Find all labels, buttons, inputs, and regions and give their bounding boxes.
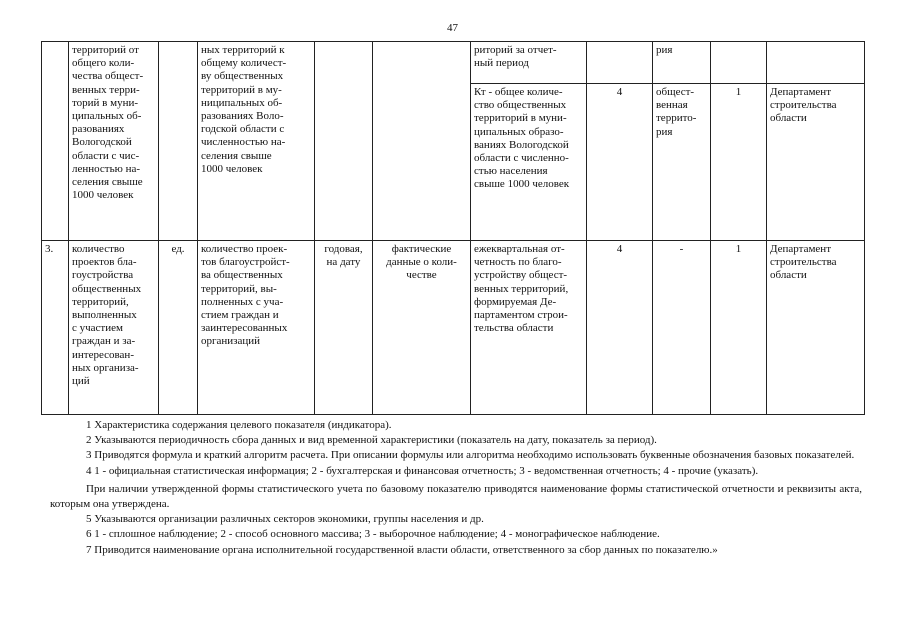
footnote-3: 3 Приводятся формула и краткий алгоритм расчета. При описании формулы или алгоритма необходимо использовать буквенные обозначения базовых показателей. (86, 449, 855, 462)
page-number: 47 (447, 22, 458, 34)
table-cell-observation-type (711, 42, 767, 84)
table-cell-number (42, 42, 69, 241)
table-cell-formula: фактические данные о коли- честве (373, 241, 471, 415)
table-cell-observation-type: 1 (711, 84, 767, 241)
table-cell-responsible: Департамент строительства области (767, 241, 865, 415)
table-cell-base-indicator: ежеквартальная от- четность по благо- устройству общест- венных территорий, формируемая Де- партаментом строи- тельства области (471, 241, 587, 415)
table-cell-responsible: Департамент строительства области (767, 84, 865, 241)
table-cell-number: 3. (42, 241, 69, 415)
table-cell-base-indicator: Кт - общее количе- ство общественных территорий в муни- ципальных образо- ваниях Вологодской области с численно- стью населения свыше 1000 человек (471, 84, 587, 241)
table-cell-indicator-name: количество проектов бла- гоустройства общественных территорий, выполненных с участием граждан и за- интересован- ных организа- ций (69, 241, 159, 415)
footnote-6: 6 1 - сплошное наблюдение; 2 - способ основного массива; 3 - выборочное наблюдение; 4 - монографическое наблюдение. (86, 528, 660, 541)
table-cell-unit (159, 42, 198, 241)
table-cell-definition: ных территорий к общему количест- ву общественных территорий в му- ниципальных об- разованиях Воло- годской области с численностью на- селения свыше 1000 человек (198, 42, 315, 241)
table-cell-formula (373, 42, 471, 241)
footnote-5: 5 Указываются организации различных секторов экономики, группы населения и др. (86, 513, 484, 526)
table-cell-collection-method: 4 (587, 84, 653, 241)
footnote-1: 1 Характеристика содержания целевого показателя (индикатора). (86, 419, 392, 431)
table-cell-responsible (767, 42, 865, 84)
footnote-7: 7 Приводится наименование органа исполнительной государственной власти области, ответственного за сбор данных по показателю.» (86, 543, 718, 556)
table-cell-collection-method (587, 42, 653, 84)
table-cell-indicator-name: территорий от общего коли- чества общест- венных терри- торий в муни- ципальных об- разованиях Вологодской области с чис- ленностью на- селения свыше 1000 человек (69, 42, 159, 241)
table-row (42, 241, 865, 415)
footnote-2: 2 Указываются периодичность сбора данных и вид временной характеристики (показатель на дату, показатель за период). (86, 434, 657, 447)
table-cell-population: общест- венная террито- рия (653, 84, 711, 241)
indicators-table (41, 41, 865, 415)
table-cell-definition: количество проек- тов благоустройст- ва общественных территорий, вы- полненных с уча- стием граждан и заинтересованных организаций (198, 241, 315, 415)
footnote-4-continuation: При наличии утвержденной формы статистического учета по базовому показателю приводятся наименование формы статистической отчетности и реквизиты акта, которым она утверждена. (50, 482, 862, 511)
footnotes (50, 418, 862, 558)
table-cell-unit: ед. (159, 241, 198, 415)
table-cell-population: рия (653, 42, 711, 84)
table-cell-periodicity: годовая, на дату (315, 241, 373, 415)
table-row (42, 42, 865, 84)
table-cell-observation-type: 1 (711, 241, 767, 415)
table-cell-collection-method: 4 (587, 241, 653, 415)
footnote-4: 4 1 - официальная статистическая информация; 2 - бухгалтерская и финансовая отчетность; 3 - ведомственная отчетность; 4 - прочие (указать). (86, 464, 759, 477)
table-cell-base-indicator: риторий за отчет- ный период (471, 42, 587, 84)
table-cell-population: - (653, 241, 711, 415)
table-cell-periodicity (315, 42, 373, 241)
